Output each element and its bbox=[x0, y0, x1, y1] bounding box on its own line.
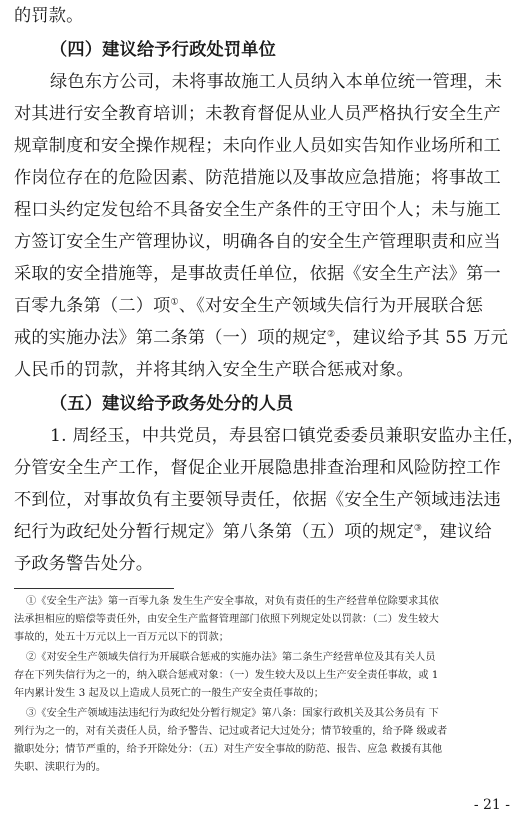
footnote-line: 法承担相应的赔偿等责任外，由安全生产监督管理部门依照下列规定处以罚款：（二）发生较大 bbox=[14, 614, 439, 625]
footnote-divider bbox=[14, 588, 174, 589]
footnote-line: 列行为之一的，对有关责任人员，给予警告、记过或者记大过处分；情节较重的，给予降 级或者 bbox=[14, 726, 448, 737]
body-line: 人民币的罚款，并将其纳入安全生产联合惩戒对象。 bbox=[14, 360, 414, 380]
body-line: 规章制度和安全操作规程；未向作业人员如实告知作业场所和工 bbox=[14, 136, 501, 156]
body-text: 戒的实施办法》第二条第（一）项的规定 bbox=[14, 328, 327, 348]
body-text: 纪行为政纪处分暂行规定》第八条第（五）项的规定 bbox=[14, 522, 414, 542]
body-line: 对其进行安全教育培训；未教育督促从业人员严格执行安全生产 bbox=[14, 104, 501, 124]
body-line bbox=[14, 522, 514, 542]
footnote-marker-3: ③ bbox=[413, 523, 423, 534]
footnote-line: 年内累计发生 3 起及以上造成人员死亡的一般生产安全责任事故的； bbox=[14, 688, 324, 699]
body-line: 方签订安全生产管理协议，明确各自的安全生产管理职责和应当 bbox=[14, 232, 501, 252]
body-line: 的罚款。 bbox=[14, 6, 84, 26]
body-line: 采取的安全措施等，是事故责任单位，依据《安全生产法》第一 bbox=[14, 264, 501, 284]
body-line: 绿色东方公司，未将事故施工人员纳入本单位统一管理，未 bbox=[50, 72, 503, 92]
body-line: 程口头约定发包给不具备安全生产条件的王守田个人；未与施工 bbox=[14, 200, 501, 220]
body-line: 作岗位存在的危险因素、防范措施以及事故应急措施；将事故工 bbox=[14, 168, 501, 188]
section-heading-4: （四）建议给予行政处罚单位 bbox=[50, 40, 277, 60]
body-line: 分管安全生产工作，督促企业开展隐患排查治理和风险防控工作 bbox=[14, 458, 501, 478]
footnote-marker-2: ② bbox=[326, 329, 336, 340]
body-text: 百零九条第（二）项 bbox=[14, 296, 171, 316]
body-text: 、《对安全生产领域失信行为开展联合惩 bbox=[178, 296, 484, 316]
body-line bbox=[14, 328, 514, 348]
body-line: 予政务警告处分。 bbox=[14, 554, 154, 574]
footnote-line: ②《对安全生产领域失信行为开展联合惩戒的实施办法》第二条生产经营单位及其有关人员 bbox=[26, 652, 436, 663]
body-text: ，建议给予其 55 万元 bbox=[335, 328, 508, 348]
page-number: - 21 - bbox=[473, 797, 510, 813]
footnote-line: ③《安全生产领域违法违纪行为政纪处分暂行规定》第八条：国家行政机关及其公务员有 下 bbox=[26, 708, 439, 719]
footnote-line: 撤职处分；情节严重的，给予开除处分：（五）对生产安全事故的防范、报告、应急 救援有其他 bbox=[14, 744, 443, 755]
footnote-line: 存在下列失信行为之一的，纳入联合惩戒对象：（一）发生较大及以上生产安全责任事故，或 1 bbox=[14, 670, 439, 681]
footnote-line: ①《安全生产法》第一百零九条 发生生产安全事故，对负有责任的生产经营单位除要求其依 bbox=[26, 596, 439, 607]
body-text: ，建议给 bbox=[422, 522, 492, 542]
footnote-line: 失职、渎职行为的。 bbox=[14, 762, 107, 773]
footnote-marker-1: ① bbox=[170, 297, 179, 308]
body-line: 1. 周经玉，中共党员，寿县窑口镇党委委员兼职安监办主任， bbox=[50, 426, 525, 446]
body-line: 不到位，对事故负有主要领导责任，依据《安全生产领域违法违 bbox=[14, 490, 501, 510]
body-line bbox=[14, 296, 514, 316]
section-heading-5: （五）建议给予政务处分的人员 bbox=[50, 394, 294, 414]
footnote-line: 事故的，处五十万元以上一百万元以下的罚款； bbox=[14, 632, 229, 643]
